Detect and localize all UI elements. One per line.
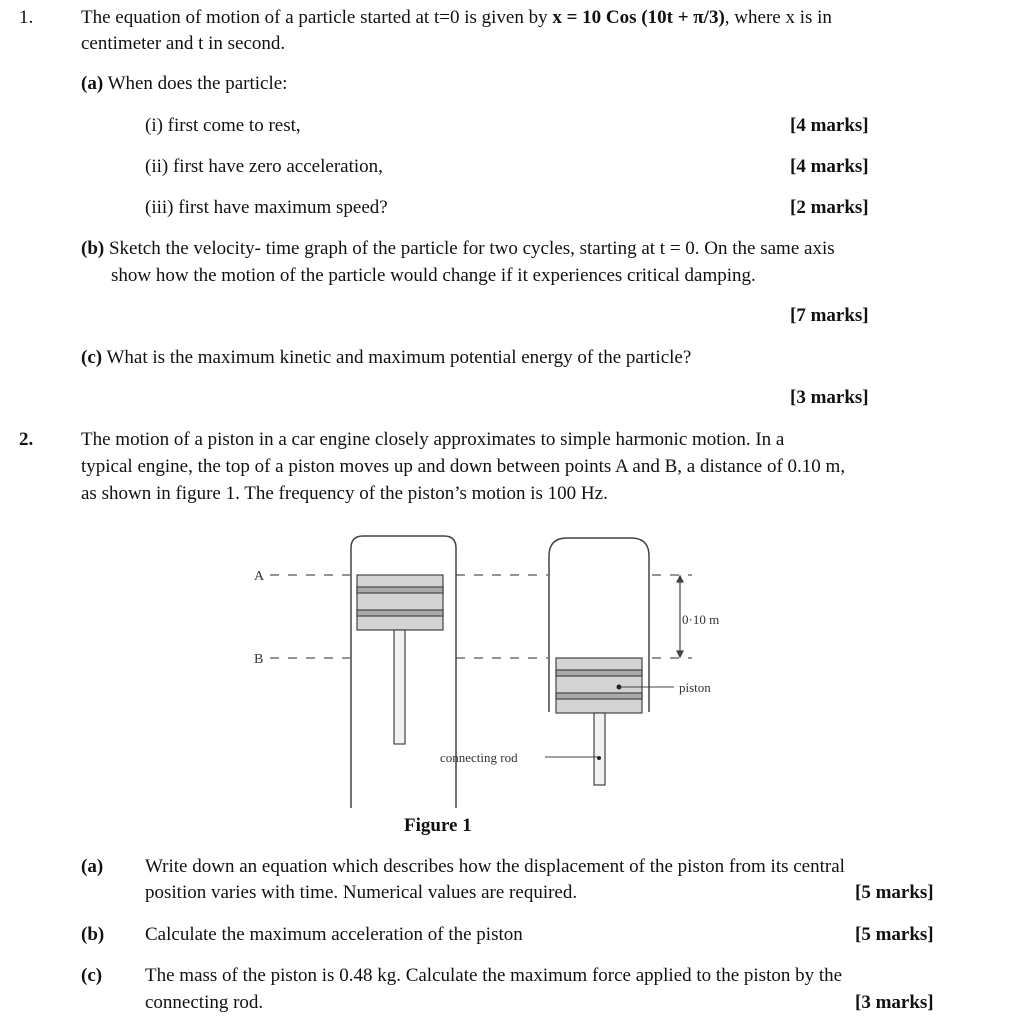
- question-2-stem-line1: The motion of a piston in a car engine closely approximates to simple harmonic motion. In a: [81, 429, 785, 450]
- question-1a-prompt: [81, 70, 287, 97]
- question-2c-label: (c): [81, 965, 103, 986]
- distance-label: 0·10 m: [682, 612, 720, 627]
- question-1a-item-i: (i) first come to rest,: [145, 115, 301, 136]
- right-cylinder: [549, 538, 649, 712]
- part-text: Sketch the velocity- time graph of the particle for two cycles, starting at t = 0. On the same axis: [104, 238, 835, 259]
- question-1-stem-tail: , where x is in: [724, 7, 832, 28]
- figure-caption: Figure 1: [404, 815, 472, 836]
- marks-1a-i: [4 marks]: [790, 115, 869, 136]
- part-label: (c): [81, 347, 103, 368]
- question-2b-label: (b): [81, 924, 105, 945]
- right-piston: [556, 658, 642, 713]
- distance-arrow: [677, 576, 683, 657]
- marks-2c: [3 marks]: [855, 992, 934, 1013]
- right-connecting-rod: [594, 713, 605, 785]
- label-b: B: [254, 652, 264, 667]
- question-1-number: 1.: [19, 7, 34, 28]
- connecting-rod-label: connecting rod: [440, 750, 518, 765]
- left-cylinder: [351, 536, 456, 808]
- question-1a-item-ii: (ii) first have zero acceleration,: [145, 156, 383, 177]
- rod-pin: [597, 756, 601, 760]
- question-2c-line1: The mass of the piston is 0.48 kg. Calculate the maximum force applied to the piston by the: [145, 965, 843, 986]
- question-1c-prompt: [81, 344, 691, 371]
- question-1-stem-text: The equation of motion of a particle started at t=0 is given by: [81, 7, 553, 28]
- part-text: What is the maximum kinetic and maximum potential energy of the particle?: [102, 347, 692, 368]
- question-2a-line2: position varies with time. Numerical values are required.: [145, 882, 578, 903]
- piston-label: piston: [679, 680, 711, 695]
- left-connecting-rod: [394, 630, 405, 744]
- part-label: (b): [81, 238, 105, 259]
- reference-lines: [270, 575, 692, 658]
- question-2a-label: (a): [81, 856, 104, 877]
- question-1b-prompt: [81, 235, 835, 262]
- question-1-stem-line2: centimeter and t in second.: [81, 33, 286, 54]
- part-label: (a): [81, 73, 104, 94]
- question-2-stem-line2: typical engine, the top of a piston moves up and down between points A and B, a distance of 0.10 m,: [81, 456, 846, 477]
- question-1a-item-iii: (iii) first have maximum speed?: [145, 197, 388, 218]
- question-2-stem-line3: as shown in figure 1. The frequency of the piston’s motion is 100 Hz.: [81, 483, 608, 504]
- question-2-number: 2.: [19, 429, 34, 450]
- equation-of-motion: x = 10 Cos (10t + π/3): [552, 7, 725, 28]
- marks-2b: [5 marks]: [855, 924, 934, 945]
- question-2c-line2: connecting rod.: [145, 992, 264, 1013]
- question-2b-line1: Calculate the maximum acceleration of the piston: [145, 924, 523, 945]
- question-1b-line2: show how the motion of the particle would change if it experiences critical damping.: [111, 265, 756, 286]
- question-1-stem: [81, 4, 832, 31]
- marks-1b: [7 marks]: [790, 305, 869, 326]
- label-a: A: [254, 569, 265, 584]
- marks-1c: [3 marks]: [790, 387, 869, 408]
- piston-pin: [617, 685, 622, 690]
- left-piston: [357, 575, 443, 630]
- part-text: When does the particle:: [103, 73, 288, 94]
- marks-2a: [5 marks]: [855, 882, 934, 903]
- marks-1a-iii: [2 marks]: [790, 197, 869, 218]
- question-2a-line1: Write down an equation which describes how the displacement of the piston from its central: [145, 856, 845, 877]
- marks-1a-ii: [4 marks]: [790, 156, 869, 177]
